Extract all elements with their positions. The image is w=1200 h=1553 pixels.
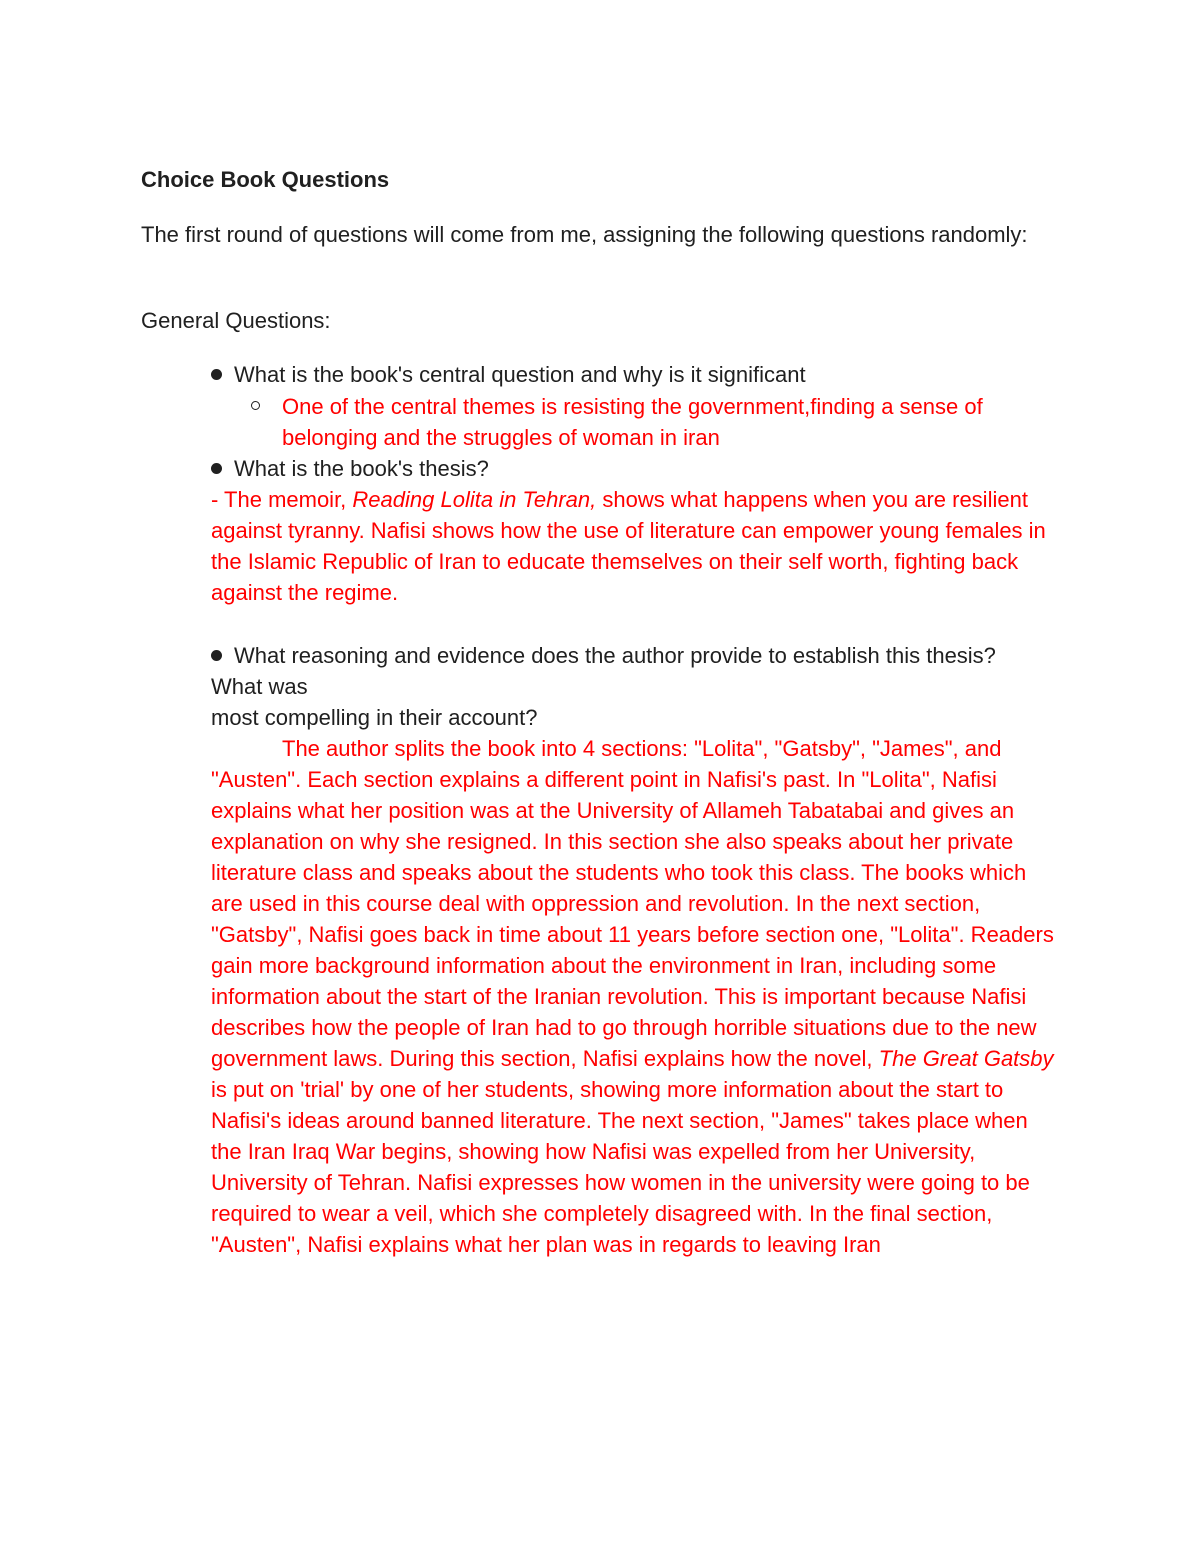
answer-3-part-2: is put on 'trial' by one of her students, showing more information about the start to Nafisi's ideas around banned literature. The next section, "James" takes place when the Iran Iraq War begins, showing how Nafisi was expelled from her University, University of Tehran. Nafisi expresses how women in the university were going to be required to wear a veil, which she completely disagreed with. In the final section, "Austen", Nafisi explains what her plan was in regards to leaving Iran: [211, 1077, 1030, 1257]
intro-paragraph: The first round of questions will come from me, assigning the following questions randomly:: [141, 222, 1028, 247]
question-3-line-3: most compelling in their account?: [211, 705, 538, 730]
answer-3-part-1: The author splits the book into 4 sections: "Lolita", "Gatsby", "James", and "Austen". Each section explains a different point in Nafisi's past. In "Lolita", Nafisi explains what her position was at the University of Allameh Tabatabai and gives an explanation on why she resigned. In this section she also speaks about her private literature class and speaks about the students who took this class. The books which are used in this course deal with oppression and revolution. In the next section, "Gatsby", Nafisi goes back in time about 11 years before section one, "Lolita". Readers gain more background information about the environment in Iran, including some information about the start of the Iranian revolution. This is important because Nafisi describes how the people of Iran had to go through horrible situations due to the new government laws. During this section, Nafisi explains how the novel,: [211, 736, 1054, 1071]
answer-2-rest: shows what happens when you are resilient against tyranny. Nafisi shows how the use of literature can empower young females in the Islamic Republic of Iran to educate themselves on their self worth, fighting back against the regime.: [211, 487, 1046, 605]
answer-2-prefix: - The memoir,: [211, 487, 353, 512]
question-3-line-1: What reasoning and evidence does the author provide to establish this thesis?: [234, 643, 996, 668]
bullet-icon: [211, 650, 222, 661]
question-3-line-2: What was: [211, 674, 308, 699]
bullet-icon: [211, 463, 222, 474]
answer-3: [211, 733, 1061, 1260]
document-title: Choice Book Questions: [141, 167, 390, 192]
answer-2: [211, 484, 1061, 608]
bullet-icon: [211, 369, 222, 380]
book-title-great-gatsby: The Great Gatsby: [878, 1046, 1054, 1071]
hollow-bullet-icon: [251, 401, 260, 410]
question-1: [211, 359, 1071, 390]
question-3: [211, 640, 1071, 671]
question-2: [211, 453, 1071, 484]
section-heading: General Questions:: [141, 308, 331, 333]
question-2-text: What is the book's thesis?: [234, 456, 489, 481]
question-1-text: What is the book's central question and why is it significant: [234, 362, 806, 387]
answer-1: [251, 391, 1051, 453]
answer-1-text: One of the central themes is resisting the government,finding a sense of belonging and the struggles of woman in iran: [282, 394, 983, 450]
book-title-reading-lolita: Reading Lolita in Tehran,: [352, 487, 597, 512]
